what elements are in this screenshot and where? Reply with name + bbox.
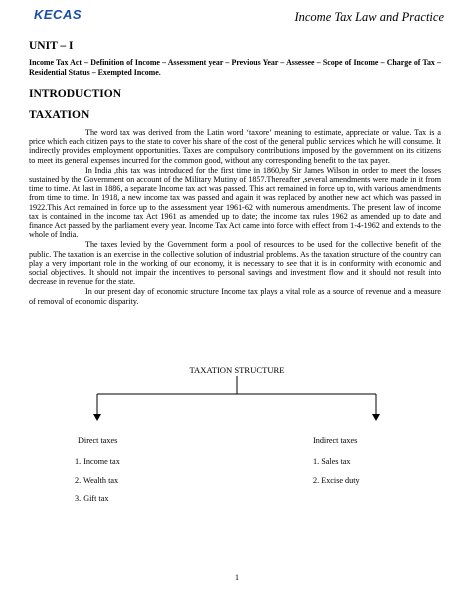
logo: KECAS (34, 7, 83, 22)
heading-taxation: TAXATION (29, 109, 90, 121)
direct-tax-item: 2. Wealth tax (75, 476, 119, 485)
indirect-taxes-heading: Indirect taxes (313, 436, 358, 445)
unit-syllabus: Income Tax Act – Definition of Income – Assessment year – Previous Year – Assessee – Scope of Income – Charge of Tax – Residential Status – Exempted Income. (29, 58, 441, 77)
unit-title: UNIT – I (29, 40, 74, 52)
direct-tax-item: 1. Income tax (75, 457, 120, 466)
paragraph: The taxes levied by the Government form a pool of resources to be used for the collective benefit of the public. The taxation is an exercise in the collective solution of industrial problems. As the taxation structure of the country can play a very important role in the working of our economy, it is necessary to see that it is in conformity with economic and social objectives. It should not impair the incentives to personal savings and investment flow and it should not result into decrease in revenue for the state. (29, 240, 441, 287)
paragraph: The word tax was derived from the Latin word ‘taxore’ meaning to estimate, appreciate or value. Tax is a price which each citizen pays to the state to cover his share of the cost of the general public services which he will consume. It indirectly provides employment opportunities. Taxes are compulsory contributions imposed by the government on its citizens to meet its general expenses incurred for the common good, without any corresponding benefit to the tax payer. (29, 128, 441, 165)
paragraph: In India ,this tax was introduced for the first time in 1860,by Sir James Wilson in order to meet the losses sustained by the Government on account of the Military Mutiny of 1857.Thereafter ,several amendments were made in it from time to time. At last in 1886, a separate Income tax act was passed. This act remained in force up to, with various amendments from time to time. In 1918, a new income tax was passed and again it was replaced by another new act which was passed in 1922.This Act remained in force up to the assessment year 1961-62 with numerous amendments. The present law of income tax is contained in the income tax Act 1961 as amended up to date; the income tax rules 1962 as amended up to date and finance Act passed by the parliament every year. Income Tax Act came into force with effect from 1-4-1962 and extends to the whole of India. (29, 165, 441, 240)
indirect-tax-item: 2. Excise duty (313, 476, 360, 485)
direct-tax-item: 3. Gift tax (75, 494, 109, 503)
right-arrowhead (372, 414, 380, 421)
taxation-structure-title: TAXATION STRUCTURE (189, 365, 285, 375)
running-header-title: Income Tax Law and Practice (294, 10, 444, 24)
page-number: 1 (235, 573, 239, 582)
paragraph: In our present day of economic structure Income tax plays a vital role as a source of revenue and a measure of removal of economic disparity. (29, 287, 441, 306)
direct-taxes-heading: Direct taxes (78, 436, 118, 445)
heading-introduction: INTRODUCTION (29, 88, 122, 100)
indirect-tax-item: 1. Sales tax (313, 457, 351, 466)
left-arrowhead (93, 414, 101, 421)
